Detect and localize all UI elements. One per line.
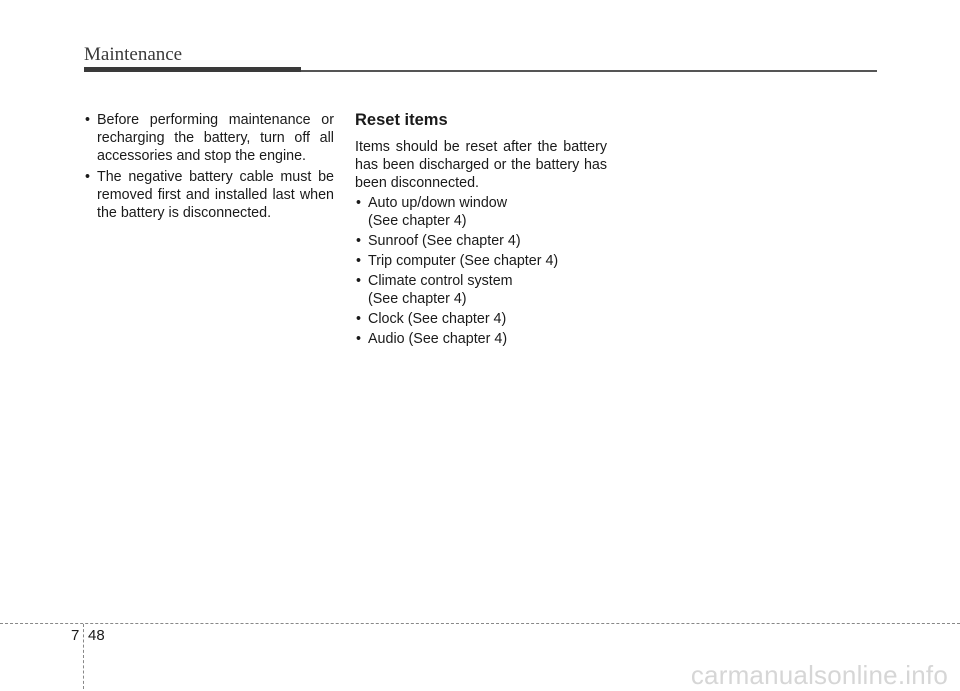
item-label: Clock (See chapter 4) xyxy=(368,311,507,327)
header-rule-thick xyxy=(84,67,301,72)
footer-vertical-rule xyxy=(83,624,84,689)
item-label: Sunroof (See chapter 4) xyxy=(368,233,521,249)
reset-items-list xyxy=(355,194,607,348)
precaution-list xyxy=(84,111,334,222)
reset-items-intro: Items should be reset after the battery has been discharged or the battery has been disconnected. xyxy=(355,139,607,191)
item-label: Trip computer (See chapter 4) xyxy=(368,253,559,269)
item-label: Climate control system xyxy=(368,273,513,289)
list-item xyxy=(355,252,607,270)
section-title: Maintenance xyxy=(84,44,183,65)
item-sub: (See chapter 4) xyxy=(368,291,467,307)
list-item: • The negative battery cable must be removed first and installed last when the battery is disconnected. xyxy=(84,168,334,222)
chapter-number: 7 xyxy=(71,627,80,644)
list-item: • Before performing maintenance or recharging the battery, turn off all accessories and stop the engine. xyxy=(84,111,334,165)
header-rule-thin xyxy=(301,70,877,72)
list-item xyxy=(355,330,607,348)
right-column xyxy=(355,110,607,350)
reset-items-heading: Reset items xyxy=(355,111,448,129)
list-item xyxy=(355,194,607,230)
item-label: Auto up/down window xyxy=(368,195,508,211)
list-item xyxy=(355,310,607,328)
list-item xyxy=(355,232,607,250)
left-column xyxy=(84,111,334,225)
item-sub: (See chapter 4) xyxy=(368,213,467,229)
watermark: carmanualsonline.info xyxy=(690,660,948,690)
footer-dashed-rule xyxy=(0,623,960,624)
item-label: Audio (See chapter 4) xyxy=(368,331,508,347)
list-item xyxy=(355,272,607,308)
page-number: 48 xyxy=(88,627,105,644)
